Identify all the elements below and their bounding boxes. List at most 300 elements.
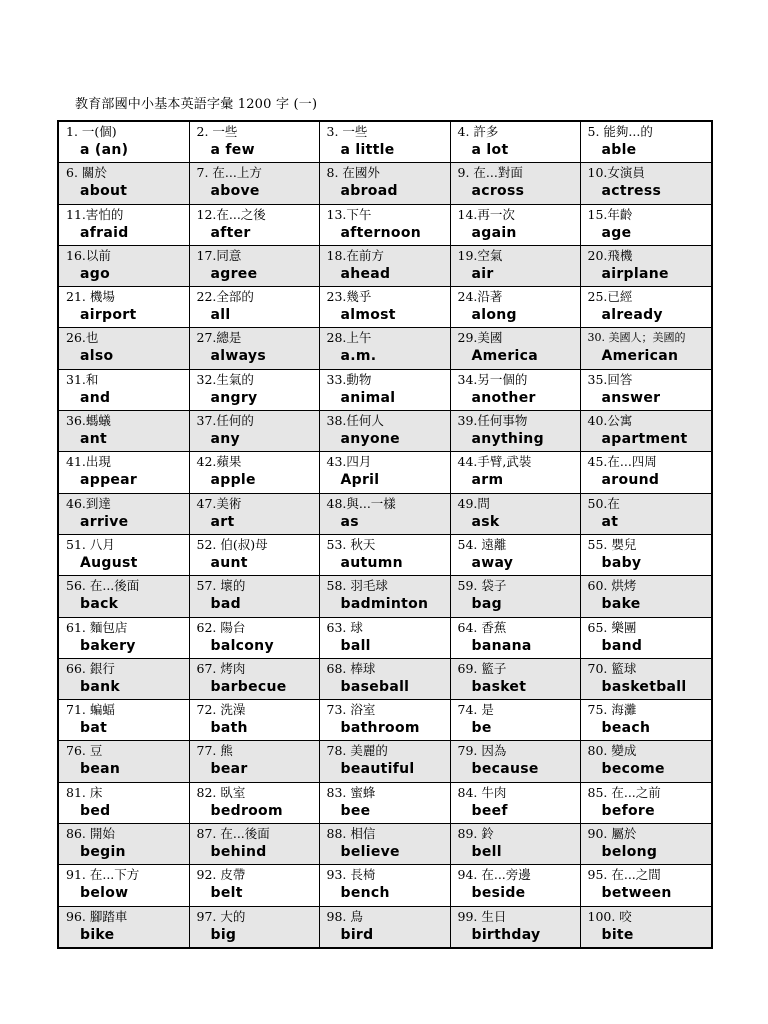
vocab-cell: [580, 782, 712, 823]
vocab-number-meaning: 26.也: [66, 330, 99, 346]
vocab-number-meaning: 9. 在...對面: [457, 165, 523, 181]
vocab-word: bathroom: [340, 720, 420, 737]
vocab-word: bee: [340, 802, 371, 819]
vocab-number-meaning: 31.和: [66, 371, 99, 387]
vocab-cell: [450, 121, 580, 163]
vocab-number-meaning: 86. 開始: [66, 826, 115, 842]
vocab-cell: [580, 576, 712, 617]
vocab-word: aunt: [210, 554, 248, 571]
vocab-word: before: [601, 802, 655, 819]
vocab-word: bed: [80, 802, 111, 819]
vocab-number-meaning: 42.蘋果: [196, 454, 242, 470]
vocab-cell: [580, 411, 712, 452]
vocab-number-meaning: 41.出現: [66, 454, 111, 470]
vocab-word: bakery: [80, 637, 136, 654]
vocab-cell: [189, 204, 319, 245]
vocab-word: below: [80, 885, 129, 902]
vocab-cell: [189, 328, 319, 369]
vocab-cell: [450, 741, 580, 782]
vocab-word: afternoon: [340, 224, 421, 241]
vocab-cell: [58, 245, 189, 286]
vocab-word: anyone: [340, 431, 400, 448]
vocab-number-meaning: 37.任何的: [196, 413, 254, 429]
vocab-cell: [319, 906, 450, 948]
vocab-word: already: [601, 307, 663, 324]
vocab-number-meaning: 13.下午: [326, 206, 372, 222]
vocab-cell: [580, 906, 712, 948]
vocab-number-meaning: 4. 許多: [457, 124, 499, 139]
vocab-number-meaning: 25.已經: [587, 289, 633, 305]
vocab-number-meaning: 62. 陽台: [196, 619, 246, 635]
vocab-word: around: [601, 472, 660, 489]
vocab-number-meaning: 6. 關於: [66, 165, 107, 181]
vocab-word: animal: [340, 389, 396, 406]
vocab-number-meaning: 79. 因為: [457, 743, 507, 759]
vocab-word: band: [601, 637, 643, 654]
vocab-number-meaning: 21. 機場: [66, 289, 115, 305]
vocab-cell: [450, 328, 580, 369]
vocab-number-meaning: 35.回答: [587, 371, 633, 387]
vocab-word: also: [80, 348, 114, 365]
vocab-word: bench: [340, 885, 390, 902]
vocab-number-meaning: 39.任何事物: [457, 413, 528, 429]
vocab-word: bedroom: [210, 802, 283, 819]
vocab-cell: [319, 245, 450, 286]
table-row: [58, 906, 712, 948]
table-row: [58, 452, 712, 493]
vocab-cell: [580, 121, 712, 163]
vocab-number-meaning: 57. 壞的: [196, 578, 246, 594]
vocab-cell: [580, 534, 712, 575]
vocab-cell: [580, 287, 712, 328]
vocab-word: art: [210, 513, 235, 530]
vocab-number-meaning: 15.年齡: [587, 206, 633, 222]
vocab-number-meaning: 1. 一(個): [66, 124, 117, 139]
vocab-word: apartment: [601, 431, 688, 448]
vocab-word: and: [80, 389, 111, 406]
vocab-number-meaning: 90. 屬於: [587, 826, 637, 842]
vocab-cell: [58, 741, 189, 782]
vocab-cell: [189, 906, 319, 948]
vocab-word: bake: [601, 596, 641, 613]
vocab-cell: [58, 700, 189, 741]
vocab-word: August: [80, 554, 138, 571]
vocab-word: be: [471, 720, 492, 737]
table-row: [58, 493, 712, 534]
table-row: [58, 328, 712, 369]
vocab-cell: [580, 328, 712, 369]
vocab-cell: [450, 658, 580, 699]
vocab-cell: [319, 824, 450, 865]
vocab-word: afraid: [80, 224, 129, 241]
vocab-word: anything: [471, 431, 544, 448]
vocab-number-meaning: 77. 熊: [196, 743, 233, 759]
vocab-cell: [58, 865, 189, 906]
vocab-word: always: [210, 348, 266, 365]
vocab-number-meaning: 71. 蝙蝠: [66, 702, 115, 718]
vocab-cell: [189, 163, 319, 204]
vocab-cell: [58, 452, 189, 493]
vocab-number-meaning: 3. 一些: [326, 124, 368, 139]
vocab-word: basketball: [601, 678, 687, 695]
vocab-number-meaning: 20.飛機: [587, 247, 633, 263]
vocab-number-meaning: 44.手臂,武裝: [457, 454, 532, 470]
vocab-word: begin: [80, 844, 126, 861]
vocab-word: abroad: [340, 183, 398, 200]
table-row: [58, 534, 712, 575]
vocab-cell: [580, 204, 712, 245]
vocab-cell: [189, 369, 319, 410]
vocab-word: American: [601, 348, 679, 365]
vocab-number-meaning: 54. 遠離: [457, 536, 507, 552]
vocab-word: autumn: [340, 554, 403, 571]
vocab-word: airplane: [601, 265, 669, 282]
vocab-number-meaning: 81. 床: [66, 784, 103, 800]
vocabulary-table-body: [58, 121, 712, 948]
vocab-word: along: [471, 307, 517, 324]
vocab-cell: [189, 824, 319, 865]
vocab-word: believe: [340, 844, 400, 861]
table-row: [58, 369, 712, 410]
vocab-word: beef: [471, 802, 508, 819]
vocab-cell: [189, 452, 319, 493]
vocab-word: ask: [471, 513, 500, 530]
vocab-cell: [450, 452, 580, 493]
vocab-number-meaning: 84. 牛肉: [457, 784, 507, 800]
vocab-word: away: [471, 554, 514, 571]
vocab-number-meaning: 100. 咬: [587, 908, 632, 924]
vocab-word: age: [601, 224, 632, 241]
vocab-cell: [450, 782, 580, 823]
vocab-word: ahead: [340, 265, 391, 282]
table-row: [58, 824, 712, 865]
vocab-number-meaning: 45.在...四周: [587, 454, 657, 470]
vocab-word: again: [471, 224, 517, 241]
vocab-number-meaning: 74. 是: [457, 702, 494, 718]
vocab-cell: [450, 534, 580, 575]
vocab-number-meaning: 68. 棒球: [326, 660, 376, 676]
vocab-word: belt: [210, 885, 243, 902]
table-row: [58, 658, 712, 699]
vocab-number-meaning: 94. 在...旁邊: [457, 867, 531, 883]
vocab-cell: [580, 658, 712, 699]
vocab-number-meaning: 11.害怕的: [66, 206, 124, 222]
vocab-number-meaning: 96. 腳踏車: [66, 908, 128, 924]
vocab-word: bean: [80, 761, 121, 778]
vocab-word: big: [210, 926, 237, 943]
vocab-number-meaning: 23.幾乎: [326, 289, 372, 305]
vocab-cell: [58, 287, 189, 328]
vocab-number-meaning: 89. 鈴: [457, 826, 494, 842]
vocab-number-meaning: 59. 袋子: [457, 578, 507, 594]
vocab-word: bag: [471, 596, 502, 613]
vocab-word: America: [471, 348, 538, 365]
vocab-cell: [319, 163, 450, 204]
table-row: [58, 287, 712, 328]
vocab-cell: [450, 163, 580, 204]
vocab-word: air: [471, 265, 494, 282]
vocab-number-meaning: 73. 浴室: [326, 702, 376, 718]
vocab-number-meaning: 29.美國: [457, 330, 503, 346]
vocab-word: arm: [471, 472, 504, 489]
vocab-number-meaning: 7. 在...上方: [196, 165, 262, 181]
vocab-number-meaning: 32.生氣的: [196, 371, 254, 387]
table-row: [58, 741, 712, 782]
vocab-cell: [189, 534, 319, 575]
vocab-number-meaning: 83. 蜜蜂: [326, 784, 376, 800]
vocab-number-meaning: 2. 一些: [196, 124, 238, 139]
table-row: [58, 576, 712, 617]
vocab-number-meaning: 47.美術: [196, 495, 242, 511]
vocab-number-meaning: 85. 在...之前: [587, 784, 661, 800]
vocab-number-meaning: 19.空氣: [457, 247, 503, 263]
vocab-cell: [319, 493, 450, 534]
vocab-word: beautiful: [340, 761, 415, 778]
vocab-number-meaning: 80. 變成: [587, 743, 637, 759]
vocab-number-meaning: 8. 在國外: [326, 165, 380, 181]
vocab-cell: [58, 782, 189, 823]
vocab-cell: [450, 865, 580, 906]
vocab-word: basket: [471, 678, 527, 695]
vocab-number-meaning: 88. 相信: [326, 826, 376, 842]
vocab-cell: [319, 617, 450, 658]
vocab-number-meaning: 76. 豆: [66, 743, 103, 759]
vocab-word: bell: [471, 844, 502, 861]
vocab-cell: [319, 121, 450, 163]
vocab-word: April: [340, 472, 380, 489]
vocab-word: behind: [210, 844, 267, 861]
vocab-number-meaning: 82. 臥室: [196, 784, 246, 800]
vocab-cell: [189, 245, 319, 286]
vocab-word: arrive: [80, 513, 129, 530]
vocab-word: answer: [601, 389, 661, 406]
vocab-word: across: [471, 183, 525, 200]
vocab-word: a few: [210, 142, 255, 158]
vocab-cell: [450, 245, 580, 286]
vocab-word: beside: [471, 885, 526, 902]
vocab-number-meaning: 17.同意: [196, 247, 242, 263]
vocab-word: baseball: [340, 678, 410, 695]
vocab-number-meaning: 36.螞蟻: [66, 413, 111, 429]
vocab-cell: [450, 576, 580, 617]
vocab-word: agree: [210, 265, 258, 282]
vocab-word: bath: [210, 720, 248, 737]
vocab-number-meaning: 33.動物: [326, 371, 372, 387]
vocab-number-meaning: 56. 在...後面: [66, 578, 140, 594]
vocab-word: baby: [601, 554, 642, 571]
vocab-number-meaning: 12.在...之後: [196, 206, 266, 222]
vocab-cell: [319, 865, 450, 906]
table-row: [58, 245, 712, 286]
vocab-number-meaning: 48.與...一樣: [326, 495, 396, 511]
vocab-cell: [319, 204, 450, 245]
table-row: [58, 411, 712, 452]
vocab-word: banana: [471, 637, 532, 654]
vocab-cell: [450, 204, 580, 245]
vocab-number-meaning: 22.全部的: [196, 289, 254, 305]
vocab-word: a lot: [471, 142, 509, 158]
vocab-cell: [450, 617, 580, 658]
vocab-number-meaning: 65. 樂團: [587, 619, 637, 635]
vocab-number-meaning: 16.以前: [66, 247, 111, 263]
vocab-word: barbecue: [210, 678, 287, 695]
vocab-word: birthday: [471, 926, 541, 943]
vocab-cell: [58, 411, 189, 452]
vocab-number-meaning: 91. 在...下方: [66, 867, 140, 883]
vocab-cell: [319, 741, 450, 782]
vocab-cell: [189, 865, 319, 906]
vocab-number-meaning: 27.總是: [196, 330, 242, 346]
vocab-word: able: [601, 142, 637, 158]
vocab-word: bird: [340, 926, 374, 943]
vocab-number-meaning: 93. 長椅: [326, 867, 376, 883]
vocab-cell: [580, 824, 712, 865]
vocab-cell: [319, 658, 450, 699]
vocab-cell: [319, 287, 450, 328]
vocab-number-meaning: 18.在前方: [326, 247, 384, 263]
vocab-word: a.m.: [340, 348, 377, 365]
table-row: [58, 121, 712, 163]
vocab-cell: [58, 493, 189, 534]
vocab-cell: [580, 865, 712, 906]
vocab-cell: [189, 493, 319, 534]
vocab-word: bike: [80, 926, 115, 943]
vocab-cell: [58, 163, 189, 204]
vocab-number-meaning: 34.另一個的: [457, 371, 528, 387]
vocab-number-meaning: 14.再一次: [457, 206, 515, 222]
vocab-number-meaning: 98. 鳥: [326, 908, 363, 924]
vocab-word: about: [80, 183, 128, 200]
vocab-word: a (an): [80, 142, 129, 158]
vocab-cell: [189, 121, 319, 163]
vocab-word: angry: [210, 389, 258, 406]
page-title: 教育部國中小基本英語字彙 1200 字 (一): [75, 97, 318, 112]
vocab-cell: [319, 534, 450, 575]
vocab-word: bear: [210, 761, 248, 778]
vocab-cell: [450, 369, 580, 410]
vocab-number-meaning: 40.公寓: [587, 413, 633, 429]
vocab-cell: [319, 369, 450, 410]
vocab-cell: [319, 411, 450, 452]
vocab-word: balcony: [210, 637, 274, 654]
vocab-cell: [450, 411, 580, 452]
vocab-word: between: [601, 885, 672, 902]
vocab-word: become: [601, 761, 665, 778]
vocab-cell: [580, 245, 712, 286]
vocab-number-meaning: 87. 在...後面: [196, 826, 270, 842]
vocab-number-meaning: 51. 八月: [66, 536, 115, 552]
vocab-cell: [58, 906, 189, 948]
vocab-word: badminton: [340, 596, 429, 613]
vocab-cell: [58, 121, 189, 163]
vocab-cell: [580, 369, 712, 410]
vocab-cell: [319, 452, 450, 493]
vocab-cell: [580, 617, 712, 658]
vocab-number-meaning: 52. 伯(叔)母: [196, 536, 268, 552]
vocab-number-meaning: 53. 秋天: [326, 536, 376, 552]
vocab-word: any: [210, 431, 240, 448]
vocab-word: beach: [601, 720, 651, 737]
vocab-number-meaning: 38.任何人: [326, 413, 384, 429]
vocab-number-meaning: 55. 嬰兒: [587, 536, 637, 552]
vocab-cell: [319, 700, 450, 741]
vocab-cell: [450, 493, 580, 534]
vocab-cell: [450, 700, 580, 741]
vocab-cell: [189, 287, 319, 328]
vocab-cell: [580, 741, 712, 782]
vocab-number-meaning: 10.女演員: [587, 165, 645, 181]
table-row: [58, 617, 712, 658]
vocab-number-meaning: 69. 籃子: [457, 660, 507, 676]
vocab-number-meaning: 67. 烤肉: [196, 660, 246, 676]
vocab-cell: [319, 576, 450, 617]
vocab-number-meaning: 5. 能夠...的: [587, 124, 653, 139]
vocab-word: at: [601, 513, 619, 530]
vocab-cell: [189, 782, 319, 823]
vocab-word: back: [80, 596, 119, 613]
vocab-cell: [58, 328, 189, 369]
vocab-number-meaning: 43.四月: [326, 454, 372, 470]
vocab-word: bad: [210, 596, 241, 613]
vocab-number-meaning: 58. 羽毛球: [326, 578, 388, 594]
vocab-word: bank: [80, 678, 120, 695]
vocab-cell: [189, 658, 319, 699]
vocab-word: after: [210, 224, 251, 241]
vocab-word: bat: [80, 720, 108, 737]
vocab-number-meaning: 50.在: [587, 495, 620, 511]
vocab-number-meaning: 64. 香蕉: [457, 619, 507, 635]
vocab-word: a little: [340, 142, 395, 158]
vocab-word: above: [210, 183, 260, 200]
vocab-number-meaning: 63. 球: [326, 619, 363, 635]
vocab-word: ball: [340, 637, 371, 654]
vocab-word: as: [340, 513, 359, 530]
vocab-number-meaning: 99. 生日: [457, 908, 507, 924]
vocab-cell: [450, 906, 580, 948]
vocab-cell: [58, 204, 189, 245]
vocab-cell: [580, 452, 712, 493]
vocab-number-meaning: 30. 美國人；美國的: [587, 331, 686, 345]
vocab-word: ago: [80, 265, 110, 282]
table-row: [58, 163, 712, 204]
table-row: [58, 204, 712, 245]
vocab-word: all: [210, 307, 231, 324]
vocab-number-meaning: 24.沿著: [457, 289, 503, 305]
vocab-cell: [58, 617, 189, 658]
vocab-number-meaning: 49.問: [457, 495, 490, 511]
vocab-cell: [580, 493, 712, 534]
vocab-number-meaning: 66. 銀行: [66, 660, 115, 676]
vocab-word: another: [471, 389, 536, 406]
vocab-number-meaning: 70. 籃球: [587, 660, 637, 676]
vocab-number-meaning: 92. 皮帶: [196, 867, 246, 883]
vocab-cell: [58, 576, 189, 617]
vocab-cell: [580, 163, 712, 204]
vocab-cell: [189, 411, 319, 452]
table-row: [58, 782, 712, 823]
vocab-word: almost: [340, 307, 396, 324]
vocab-cell: [189, 700, 319, 741]
vocab-cell: [58, 824, 189, 865]
vocab-number-meaning: 60. 烘烤: [587, 578, 637, 594]
vocab-cell: [189, 617, 319, 658]
vocab-cell: [450, 287, 580, 328]
vocab-word: bite: [601, 926, 634, 943]
table-row: [58, 865, 712, 906]
vocab-number-meaning: 78. 美麗的: [326, 743, 388, 759]
vocab-word: belong: [601, 844, 658, 861]
vocab-cell: [319, 782, 450, 823]
